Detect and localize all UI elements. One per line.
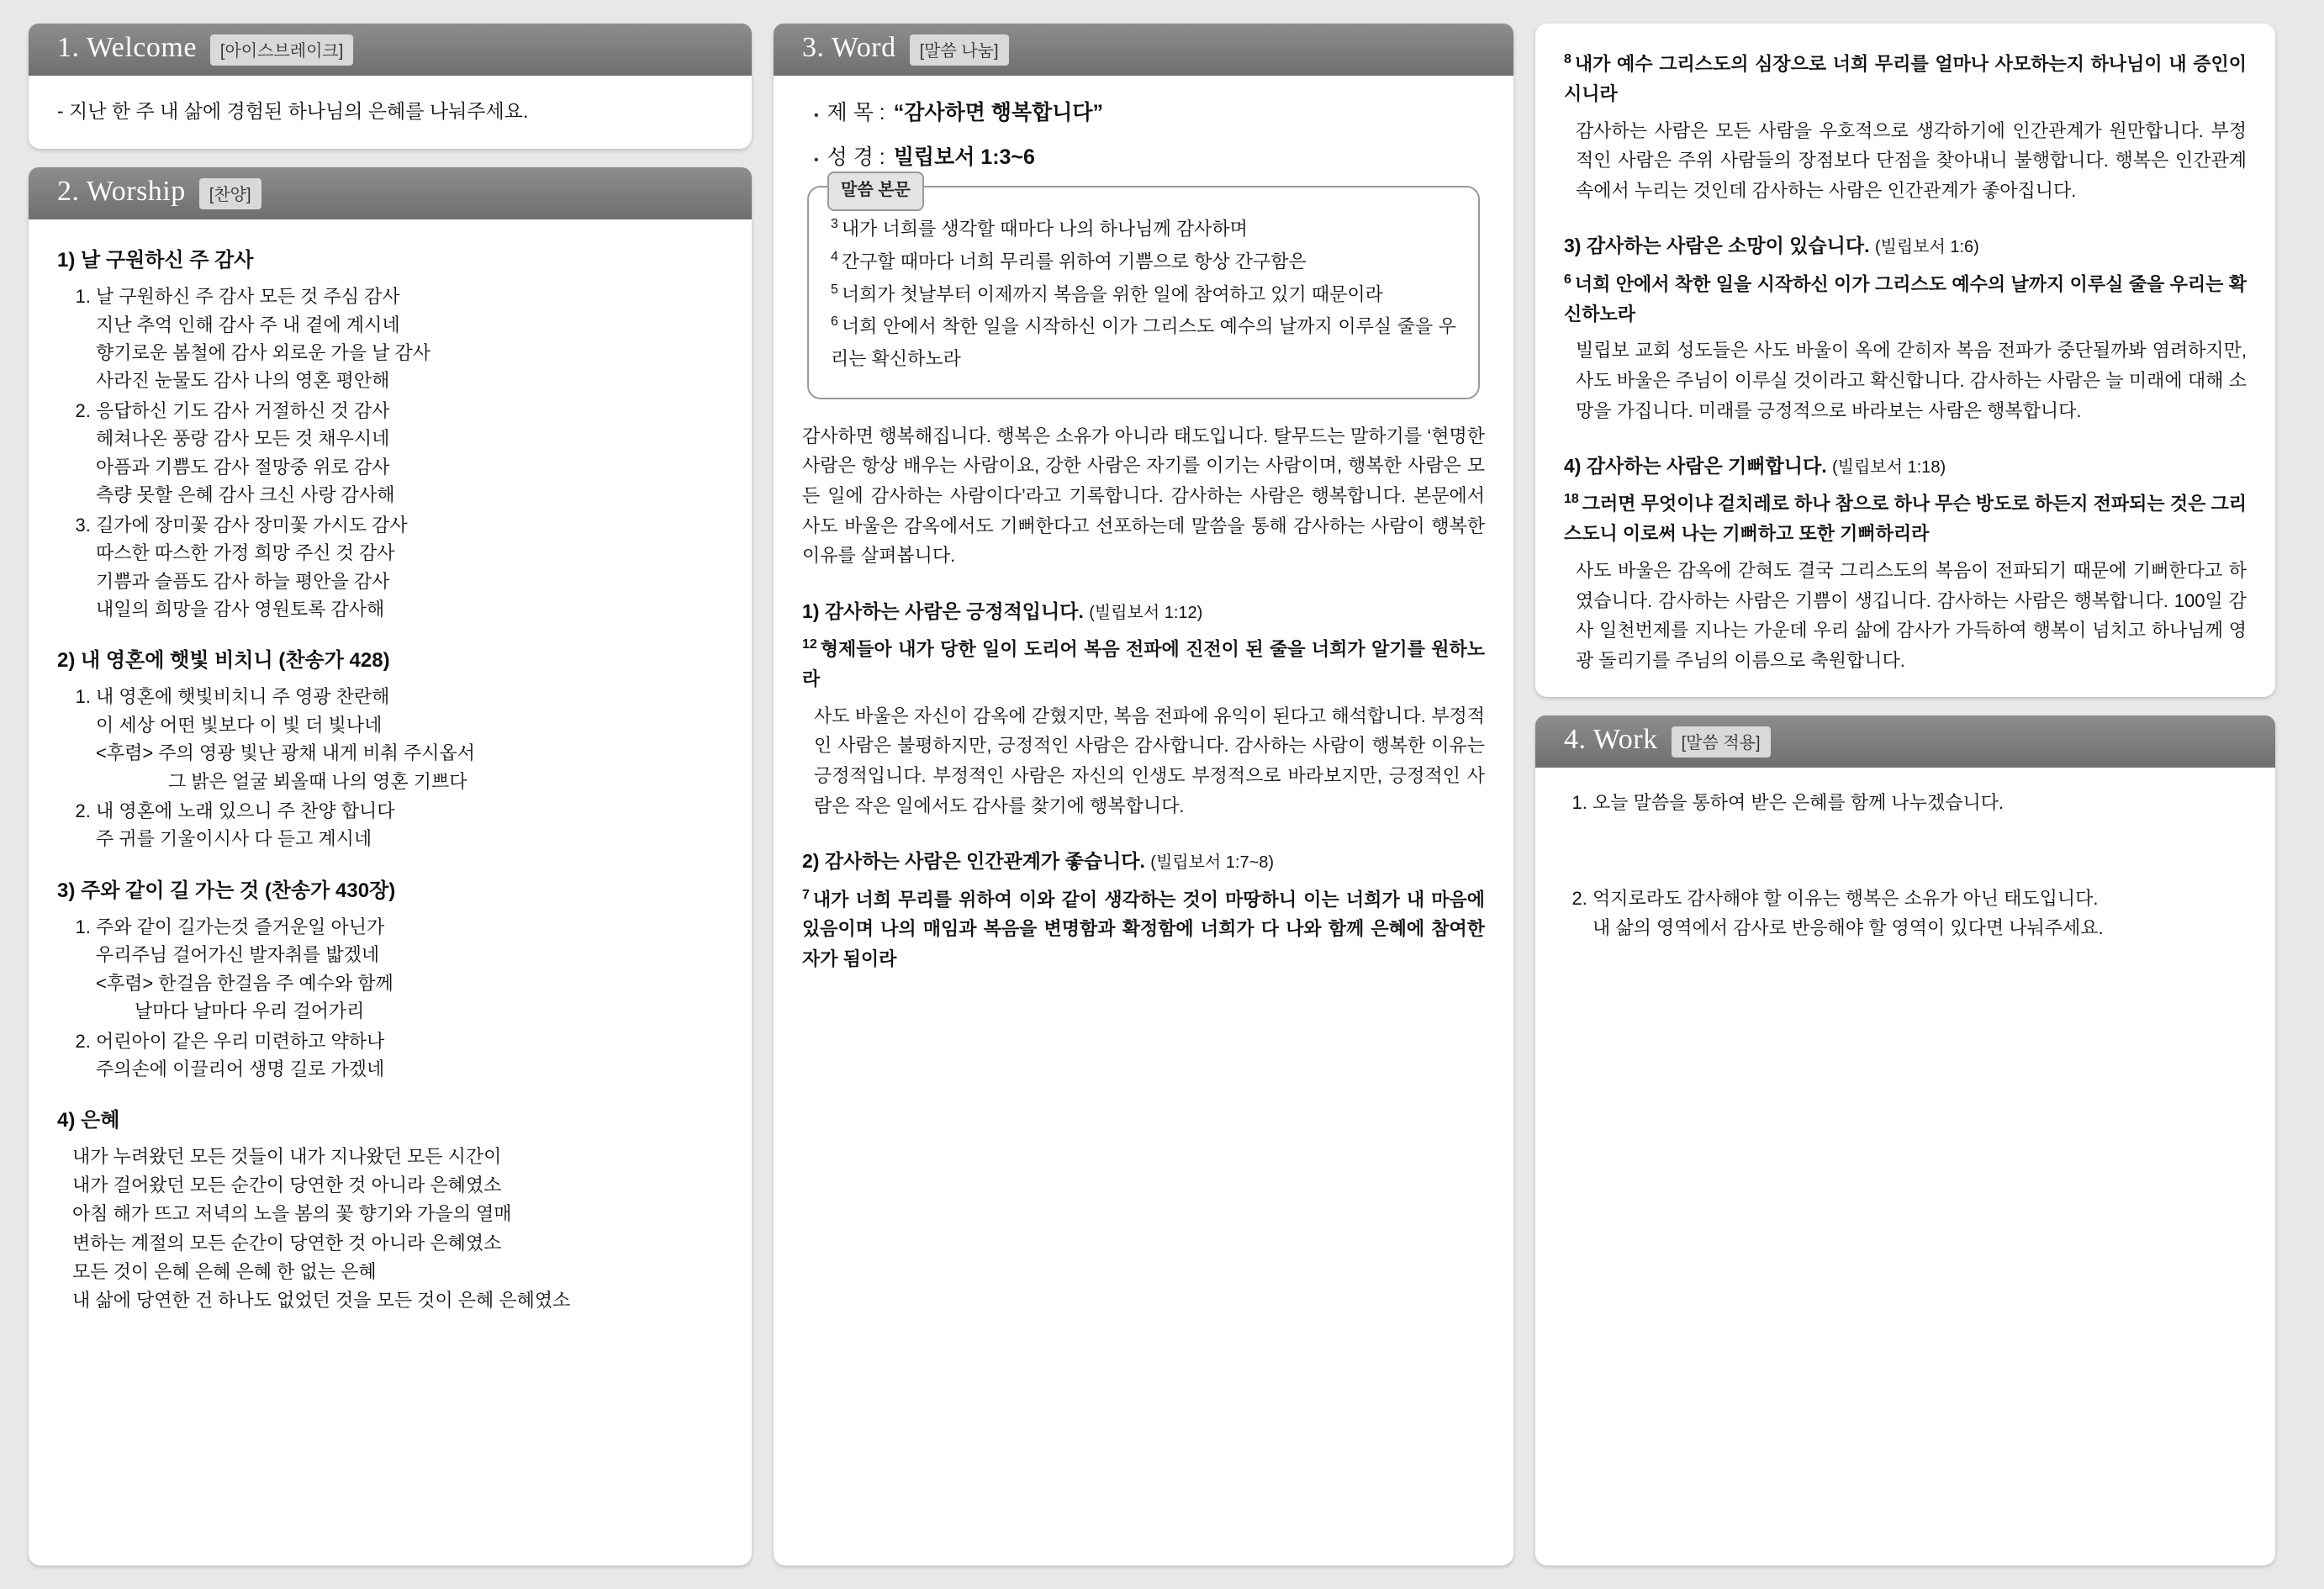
hymn-line: 내 삶에 당연한 건 하나도 없었던 것을 모든 것이 은혜 은혜였소 — [72, 1289, 571, 1311]
worship-korean-label: [찬양] — [199, 178, 261, 209]
sermon-scripture-value: 빌립보서 1:3~6 — [893, 145, 1035, 169]
sermon-intro-paragraph: 감사하면 행복해집니다. 행복은 소유가 아니라 태도입니다. 탈무드는 말하기를 ‘현명한 사람은 항상 배우는 사람이요, 강한 사람은 자기를 이기는 사람이며, 행복한 사람은 모든 일에 감사하는 사람이다’라고 기록합니다. 감사하는 사람은 행복합니다. 본문에서 사도 바울은 감옥에서도 기뻐한다고 선포하는데 말씀을 통해 감사하는 사람이 행복한 이유를 살펴봅니다. — [802, 425, 1485, 567]
hymn-title: 1) 날 구원하신 주 감사 — [57, 249, 254, 272]
hymn-line: 주의손에 이끌리어 생명 길로 가겠네 — [96, 1058, 385, 1080]
hymn-refrain-line: <후렴> 주의 영광 빛난 광채 내게 비춰 주시옵서 — [96, 742, 476, 764]
hymn-line: 2. 어린아이 같은 우리 미련하고 약하나 — [96, 1030, 385, 1052]
hymn-line: 헤쳐나온 풍랑 감사 모든 것 채우시네 — [96, 428, 390, 450]
verse-number: 8 — [1564, 52, 1571, 66]
worship-body — [29, 219, 752, 1315]
hymn-plain-lines — [57, 1143, 723, 1315]
sermon-point-heading — [1564, 451, 2247, 482]
bullet-icon: • — [814, 108, 819, 123]
point-scripture — [1564, 488, 2247, 549]
work-item-main: 1. 오늘 말씀을 통하여 받은 은혜를 함께 나누겠습니다. — [1592, 792, 2004, 814]
worship-header — [29, 167, 752, 219]
hymn-verse-list — [57, 282, 723, 623]
work-header — [1535, 715, 2275, 768]
word-body — [774, 76, 1513, 974]
point-explanation: 사도 바울은 감옥에 갇혀도 결국 그리스도의 복음이 전파되기 때문에 기뻐한다고 하였습니다. 감사하는 사람은 기쁨이 생깁니다. 감사하는 사람은 행복합니다. 100일 감사 일천번제를 지나는 가운데 우리 삶에 감사가 가득하여 행복이 넘치고 하나님께 영광 돌리기를 주님의 이름으로 축원합니다. — [1576, 559, 2247, 671]
column-middle — [774, 24, 1513, 1565]
verse-number: 7 — [802, 887, 810, 902]
welcome-card — [29, 24, 752, 149]
scripture-box-tag: 말씀 본문 — [827, 172, 924, 211]
hymn-verse-list — [57, 683, 723, 853]
hymn-verse — [96, 913, 723, 1026]
hymn-line: 1. 주와 같이 길가는것 즐거운일 아닌가 — [96, 916, 385, 937]
word-continued-body — [1535, 24, 2275, 675]
sermon-scripture-row — [814, 140, 1485, 175]
hymn-line: 따스한 따스한 가정 희망 주신 것 감사 — [96, 542, 395, 564]
work-number: 4. Work — [1564, 724, 1658, 756]
word-header — [774, 24, 1513, 76]
verse-text: 형제들아 내가 당한 일이 도리어 복음 전파에 진전이 된 줄을 너희가 알기를 원하노라 — [802, 638, 1485, 690]
point-explanation: 빌립보 교회 성도들은 사도 바울이 옥에 갇히자 복음 전파가 중단될까봐 염려하지만, 사도 바울은 주님이 이루실 것이라고 확신합니다. 감사하는 사람은 늘 미래에 대해 소망을 가집니다. 미래를 긍정적으로 바라보는 사람은 행복합니다. — [1576, 340, 2247, 421]
column-right — [1535, 24, 2275, 1565]
point-title: 2) 감사하는 사람은 인간관계가 좋습니다. — [802, 850, 1145, 873]
hymn-line: 2. 내 영혼에 노래 있으니 주 찬양 합니다 — [96, 800, 395, 821]
work-item-sub: 내 삶의 영역에서 감사로 반응해야 할 영역이 있다면 나눠주세요. — [1592, 916, 2104, 938]
point-title: 1) 감사하는 사람은 긍정적입니다. — [802, 599, 1084, 622]
verse-number: 18 — [1564, 492, 1579, 507]
scripture-box — [807, 181, 1480, 399]
hymn-verse — [96, 511, 723, 624]
sermon-point-heading — [802, 846, 1485, 877]
verse-text: 그러면 무엇이냐 겉치레로 하나 참으로 하나 무슨 방도로 하든지 전파되는 것은 그리스도니 이로써 나는 기뻐하고 또한 기뻐하리라 — [1564, 493, 2247, 545]
verse-text: 너희 안에서 착한 일을 시작하신 이가 그리스도 예수의 날까지 이루실 줄을 우리는 확신하노라 — [831, 315, 1456, 370]
hymn-verse — [96, 282, 723, 395]
point-scripture — [802, 634, 1485, 694]
hymn-line: 내가 걸어왔던 모든 순간이 당연한 것 아니라 은혜였소 — [72, 1175, 502, 1196]
hymn-line: 주 귀를 기울이시사 다 듣고 계시네 — [96, 828, 372, 850]
welcome-header — [29, 24, 752, 76]
word-continued-card — [1535, 24, 2275, 697]
point-reference: (빌립보서 1:12) — [1089, 603, 1203, 622]
hymn-verse-list — [57, 913, 723, 1084]
hymn-line: 우리주님 걸어가신 발자취를 밟겠네 — [96, 944, 380, 966]
point-explanation: 감사하는 사람은 모든 사람을 우호적으로 생각하기에 인간관계가 원만합니다. 부정적인 사람은 주위 사람들의 장점보다 단점을 찾아내니 불행합니다. 행복은 인간관계 속에서 누리는 것인데 감사하는 사람은 인간관계가 좋아집니다. — [1576, 119, 2247, 201]
hymn-line: 변하는 계절의 모든 순간이 당연한 것 아니라 은혜였소 — [72, 1232, 502, 1254]
verse-number: 6 — [1564, 272, 1571, 287]
scripture-verse — [831, 213, 1456, 245]
sermon-scripture-label: 성 경 : — [827, 145, 885, 169]
verse-text: 너희가 첫날부터 이제까지 복음을 위한 일에 참여하고 있기 때문이라 — [841, 282, 1383, 304]
sermon-title-label: 제 목 : — [827, 101, 885, 124]
hymn-title: 4) 은혜 — [57, 1109, 120, 1132]
point-explanation: 사도 바울은 자신이 감옥에 갇혔지만, 복음 전파에 유익이 된다고 해석합니다. 부정적인 사람은 불평하지만, 긍정적인 사람은 감사합니다. 감사하는 사람이 행복한 이유는 긍정적입니다. 부정적인 사람은 자신의 인생도 부정적으로 바라보지만, 긍정적인 사람은 작은 일에서도 감사를 찾기에 행복합니다. — [814, 705, 1485, 816]
point-title: 4) 감사하는 사람은 기뻐합니다. — [1564, 455, 1827, 478]
point-reference: (빌립보서 1:18) — [1832, 458, 1946, 478]
word-number: 3. Word — [802, 32, 896, 63]
hymn-line: 아픔과 기쁨도 감사 절망중 위로 감사 — [96, 456, 390, 478]
column-left — [29, 24, 752, 1565]
verse-text: 내가 너희를 생각할 때마다 나의 하나님께 감사하며 — [841, 218, 1248, 240]
hymn-verse — [96, 1027, 723, 1084]
welcome-number: 1. Welcome — [57, 32, 197, 63]
welcome-text: - 지난 한 주 내 삶에 경험된 하나님의 은혜를 나눠주세요. — [57, 100, 529, 122]
hymn-line: 내가 누려왔던 모든 것들이 내가 지나왔던 모든 시간이 — [72, 1146, 502, 1168]
verse-number: 4 — [831, 249, 838, 264]
sermon-title-value: “감사하면 행복합니다” — [893, 101, 1104, 124]
hymn-verse — [96, 683, 723, 795]
hymn-line: 1. 내 영혼에 햇빛비치니 주 영광 찬란해 — [96, 686, 390, 708]
verse-text: 내가 예수 그리스도의 심장으로 너희 무리를 얼마나 사모하는지 하나님이 내 증인이시니라 — [1564, 53, 2247, 104]
bullet-icon: • — [814, 152, 819, 167]
hymn-line: 내일의 희망을 감사 영원토록 감사해 — [96, 598, 385, 620]
hymn-line: 1. 날 구원하신 주 감사 모든 것 주심 감사 — [96, 286, 400, 308]
worship-number: 2. Worship — [57, 176, 186, 208]
hymn-refrain-line: <후렴> 한걸음 한걸음 주 예수와 함께 — [96, 972, 393, 994]
hymn-line: 지난 추억 인해 감사 주 내 곁에 계시네 — [96, 314, 400, 335]
welcome-korean-label: [아이스브레이크] — [210, 34, 353, 66]
hymn-line: 2. 응답하신 기도 감사 거절하신 것 감사 — [96, 399, 390, 421]
sermon-title-row — [814, 96, 1485, 130]
hymn-line: 사라진 눈물도 감사 나의 영혼 평안해 — [96, 370, 390, 392]
work-card — [1535, 715, 2275, 1565]
point-scripture — [1564, 49, 2247, 109]
work-item-list — [1564, 788, 2247, 942]
hymn-line: 이 세상 어떤 빛보다 이 빛 더 빛나네 — [96, 714, 383, 736]
scripture-verse — [831, 310, 1456, 375]
verse-text: 너희 안에서 착한 일을 시작하신 이가 그리스도 예수의 날까지 이루실 줄을 우리는 확신하노라 — [1564, 273, 2247, 325]
hymn-line: 측량 못할 은혜 감사 크신 사랑 감사해 — [96, 484, 395, 506]
hymn-title: 3) 주와 같이 길 가는 것 (찬송가 430장) — [57, 879, 396, 902]
hymn-line: 날마다 날마다 우리 걸어가리 — [135, 1000, 365, 1022]
verse-text: 간구할 때마다 너희 무리를 위하여 기쁨으로 항상 간구함은 — [841, 251, 1307, 272]
work-body — [1535, 768, 2275, 942]
verse-text: 내가 너희 무리를 위하여 이와 같이 생각하는 것이 마땅하니 이는 너희가 내 마음에 있음이며 나의 매임과 복음을 변명함과 확정함에 너희가 다 나와 함께 은혜에 참여한 자가 됨이라 — [802, 888, 1485, 970]
verse-number: 6 — [831, 314, 838, 330]
hymn-line: 아침 해가 뜨고 저녁의 노을 봄의 꽃 향기와 가을의 열매 — [72, 1203, 512, 1225]
worship-card — [29, 167, 752, 1565]
work-item — [1592, 788, 2247, 817]
hymn-verse — [96, 797, 723, 853]
word-card — [774, 24, 1513, 1565]
hymn-line: 기쁨과 슬픔도 감사 하늘 평안을 감사 — [96, 570, 390, 592]
hymn-line: 그 밝은 얼굴 뵈올때 나의 영혼 기쁘다 — [168, 770, 467, 792]
point-reference: (빌립보서 1:6) — [1874, 238, 1979, 257]
word-korean-label: [말씀 나눔] — [910, 34, 1009, 66]
point-scripture — [802, 884, 1485, 974]
work-item — [1592, 884, 2247, 942]
scripture-verse — [831, 278, 1456, 311]
verse-number: 5 — [831, 282, 838, 297]
point-scripture — [1564, 269, 2247, 330]
verse-number: 12 — [802, 637, 817, 652]
hymn-line: 향기로운 봄철에 감사 외로운 가을 날 감사 — [96, 342, 430, 363]
sermon-point-heading — [802, 596, 1485, 627]
hymn-line: 모든 것이 은혜 은혜 은혜 한 없는 은혜 — [72, 1260, 377, 1282]
work-item-main: 2. 억지로라도 감사해야 할 이유는 행복은 소유가 아닌 태도입니다. — [1592, 887, 2099, 909]
verse-number: 3 — [831, 217, 838, 231]
work-korean-label: [말씀 적용] — [1672, 726, 1771, 758]
sermon-point-heading — [1564, 230, 2247, 261]
hymn-line: 3. 길가에 장미꽃 감사 장미꽃 가시도 감사 — [96, 514, 408, 536]
hymn-title: 2) 내 영혼에 햇빛 비치니 (찬송가 428) — [57, 649, 390, 673]
point-reference: (빌립보서 1:7~8) — [1150, 853, 1275, 873]
scripture-verse — [831, 245, 1456, 278]
hymn-verse — [96, 397, 723, 509]
point-title: 3) 감사하는 사람은 소망이 있습니다. — [1564, 235, 1870, 257]
